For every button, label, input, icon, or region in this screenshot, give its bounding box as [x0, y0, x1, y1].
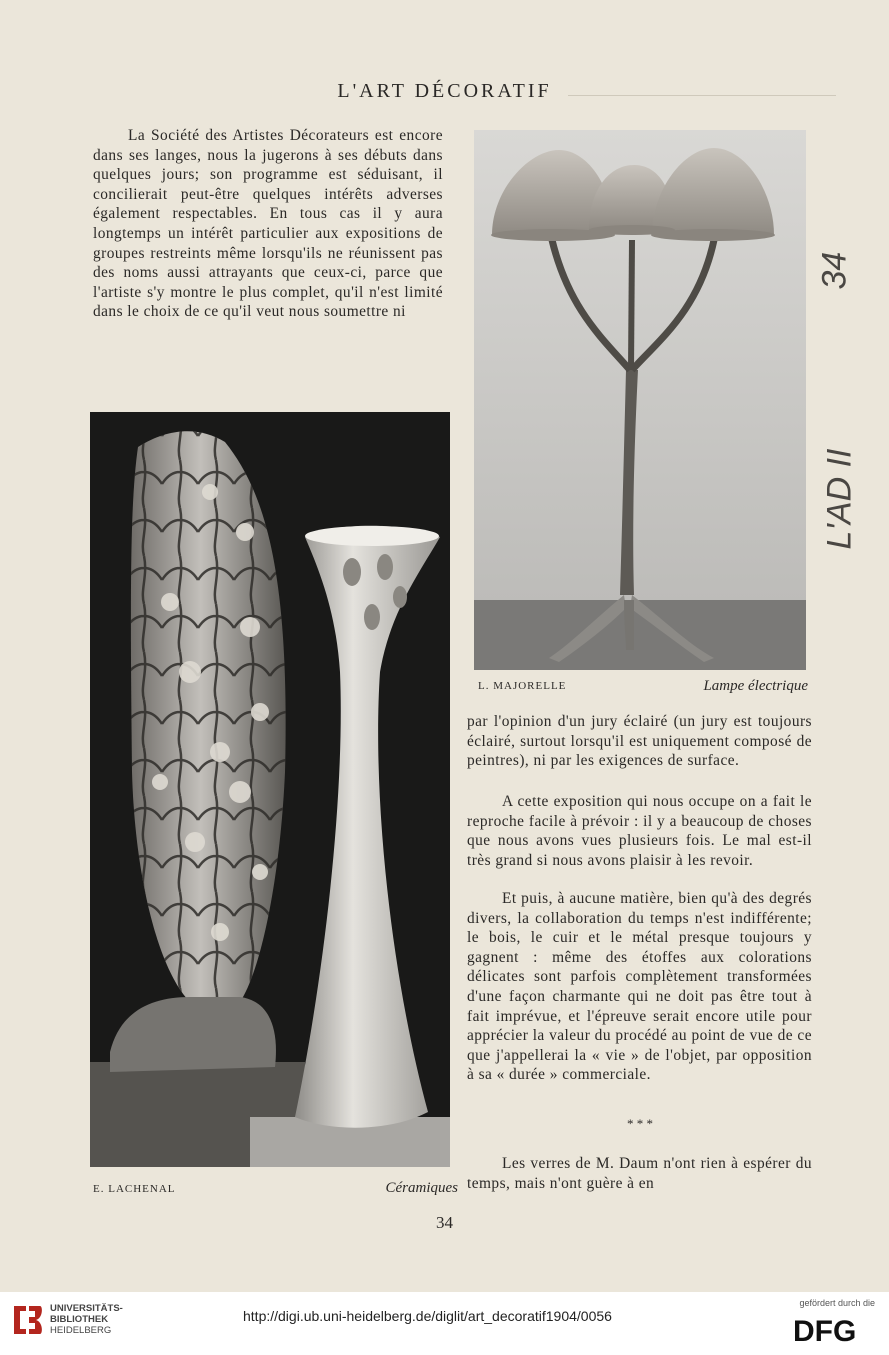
ceramics-photograph: [90, 412, 450, 1167]
ceramics-credit: E. LACHENAL: [93, 1183, 176, 1195]
page-number: 34: [436, 1213, 453, 1232]
header-rule: [568, 95, 836, 96]
lamp-photograph: [474, 130, 806, 670]
ceramics-illustration: [90, 412, 450, 1167]
shelfmark-number: 34: [815, 251, 854, 290]
university-library-name[interactable]: [50, 1303, 123, 1336]
body-paragraph-2: par l'opinion d'un jury éclairé (un jury est toujours éclairé, surtout lorsqu'il est uniquement composé de peintres), ni par les exigences de surface.: [467, 713, 812, 770]
page-url-link[interactable]: http://digi.ub.uni-heidelberg.de/diglit/art_decoratif1904/0056: [243, 1308, 612, 1324]
library-name-line-3: HEIDELBERG: [50, 1325, 112, 1336]
running-head: L'ART DÉCORATIF: [337, 80, 552, 102]
section-asterism: * * *: [627, 1116, 653, 1131]
body-paragraph-5: Les verres de M. Daum n'ont rien à espérer du temps, mais n'ont guère à en: [467, 1155, 812, 1192]
ceramics-caption-title: Céramiques: [385, 1180, 458, 1196]
lamp-illustration: [474, 130, 806, 670]
university-library-logo-icon[interactable]: [10, 1302, 44, 1338]
body-paragraph-3: A cette exposition qui nous occupe on a fait le reproche facile à prévoir : il y a beaucoup de choses que nous avons vues plusieurs fois. Le mal est-il très grand si nous avons plaisir à les revoir.: [467, 793, 812, 869]
dfg-logo-icon[interactable]: [793, 1314, 875, 1346]
lamp-caption-title: Lampe électrique: [703, 678, 808, 694]
body-paragraph-4: Et puis, à aucune matière, bien qu'à des degrés divers, la collaboration du temps n'est indifférente; le bois, le cuir et le métal presque toujours y gagnent : même des étoffes aux colorations délicates sont parfois complètement transformées d'une façon charmante qui ne doit pas être tout à fait imprévue, et l'épreuve serait encore utile pour apprécier la valeur du procédé au point de vue de ce que j'appellerai la « vie » de l'objet, par opposition à sa « durée » commerciale.: [467, 890, 812, 1084]
viewer-footer: [0, 1292, 889, 1355]
lamp-credit: L. MAJORELLE: [478, 680, 567, 692]
funder-label: gefördert durch die: [799, 1298, 875, 1308]
library-name-line-2: BIBLIOTHEK: [50, 1314, 109, 1325]
library-name-line-1: UNIVERSITÄTS-: [50, 1303, 123, 1314]
dfg-logo-text: DFG: [793, 1315, 857, 1346]
body-paragraph-1: La Société des Artistes Décorateurs est encore dans ses langes, nous la jugerons à ses débuts dans quelques jours; son programme est séduisant, il concilierait peut-être quelques intérêts adverses également respectables. En tous cas il y aura longtemps un intérêt particulier aux expositions de groupes restreints même lorsqu'ils ne réunissent pas des noms aussi attrayants que ceux-ci, parce que l'artiste s'y montre le plus complet, qu'il n'est limité dans le choix de ce qu'il veut nous soumettre ni: [93, 127, 443, 321]
shelfmark-code: L'AD II: [820, 448, 859, 550]
